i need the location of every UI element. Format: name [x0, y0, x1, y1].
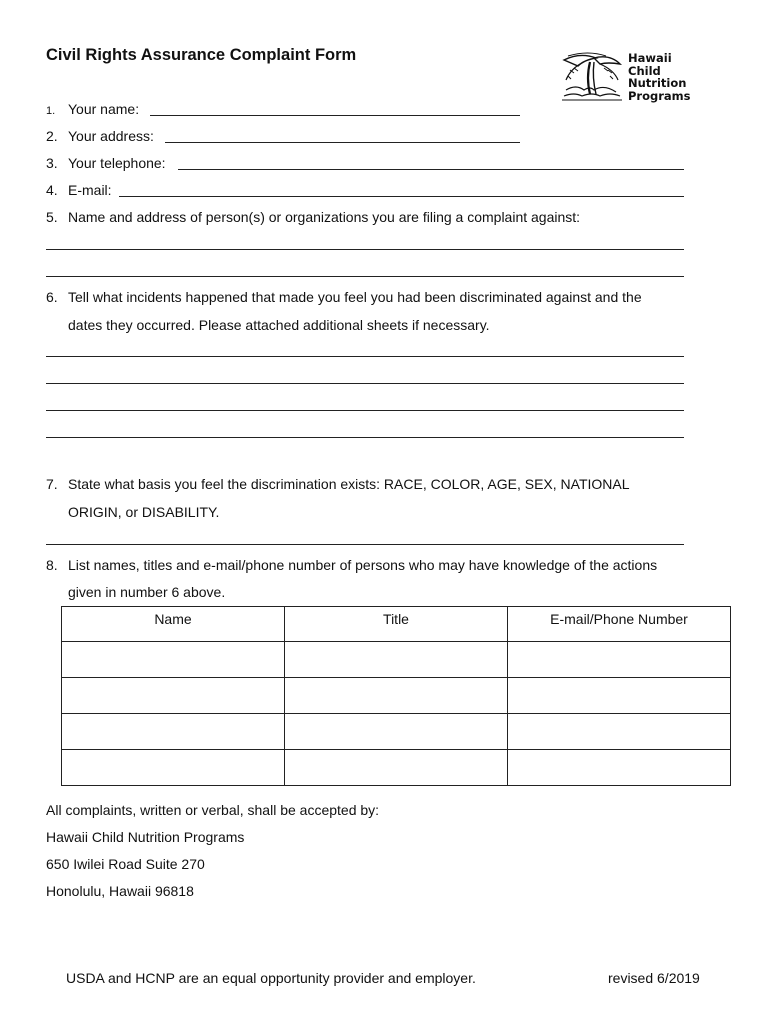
question-label: E-mail: — [68, 182, 112, 198]
question-label: List names, titles and e-mail/phone number of persons who may have knowledge of the actions — [68, 557, 658, 573]
contact-city: Honolulu, Hawaii 96818 — [46, 883, 194, 899]
question-label: Tell what incidents happened that made you feel you had been discriminated against and the — [68, 289, 642, 305]
question-number: 5. — [46, 209, 58, 225]
logo-line: Nutrition — [628, 76, 687, 90]
question-label: Your telephone: — [68, 155, 166, 171]
question-number: 3. — [46, 155, 58, 171]
question-number: 7. — [46, 476, 58, 492]
revision-date: revised 6/2019 — [608, 970, 700, 986]
question-label: given in number 6 above. — [68, 584, 226, 600]
answer-line[interactable] — [46, 383, 684, 384]
table-cell[interactable] — [508, 750, 731, 786]
logo-line: Programs — [628, 88, 691, 103]
table-cell[interactable] — [508, 714, 731, 750]
logo-line: Child — [628, 63, 661, 78]
table-row — [62, 714, 731, 750]
address-field-line[interactable] — [165, 142, 520, 143]
question-label: dates they occurred. Please attached additional sheets if necessary. — [68, 317, 490, 333]
palm-tree-icon — [560, 50, 624, 102]
table-cell[interactable] — [285, 750, 508, 786]
column-header-title: Title — [285, 607, 508, 642]
table-cell[interactable] — [508, 678, 731, 714]
answer-line[interactable] — [46, 437, 684, 438]
table-row — [62, 750, 731, 786]
hcnp-logo — [560, 50, 720, 102]
logo-line: Hawaii — [628, 51, 672, 65]
question-number: 4. — [46, 182, 58, 198]
table-cell[interactable] — [62, 750, 285, 786]
question-number: 2. — [46, 128, 58, 144]
telephone-field-line[interactable] — [178, 169, 684, 170]
table-cell[interactable] — [62, 642, 285, 678]
answer-line[interactable] — [46, 276, 684, 277]
table-cell[interactable] — [508, 642, 731, 678]
question-label: ORIGIN, or DISABILITY. — [68, 504, 220, 520]
answer-line[interactable] — [46, 544, 684, 545]
answer-line[interactable] — [46, 410, 684, 411]
name-field-line[interactable] — [150, 115, 520, 116]
contact-intro: All complaints, written or verbal, shall be accepted by: — [46, 802, 380, 818]
column-header-name: Name — [62, 607, 285, 642]
form-title: Civil Rights Assurance Complaint Form — [46, 46, 357, 64]
table-header-row — [62, 607, 731, 642]
contact-org: Hawaii Child Nutrition Programs — [46, 829, 245, 845]
table-cell[interactable] — [62, 714, 285, 750]
question-label: Name and address of person(s) or organizations you are filing a complaint against: — [68, 209, 581, 225]
witness-table — [61, 606, 731, 786]
column-header-contact: E-mail/Phone Number — [508, 607, 731, 642]
question-number: 6. — [46, 289, 58, 305]
question-label: Your name: — [68, 101, 140, 117]
table-cell[interactable] — [285, 714, 508, 750]
table-cell[interactable] — [285, 678, 508, 714]
equal-opportunity-statement: USDA and HCNP are an equal opportunity provider and employer. — [66, 970, 476, 986]
question-number: 8. — [46, 557, 58, 573]
email-field-line[interactable] — [119, 196, 684, 197]
table-cell[interactable] — [62, 678, 285, 714]
table-row — [62, 678, 731, 714]
answer-line[interactable] — [46, 356, 684, 357]
question-number: 1. — [46, 105, 56, 117]
answer-line[interactable] — [46, 249, 684, 250]
logo-wordmark — [628, 52, 691, 102]
question-label: State what basis you feel the discrimination exists: RACE, COLOR, AGE, SEX, NATIONAL — [68, 476, 630, 492]
contact-street: 650 Iwilei Road Suite 270 — [46, 856, 205, 872]
table-cell[interactable] — [285, 642, 508, 678]
table-row — [62, 642, 731, 678]
question-label: Your address: — [68, 128, 154, 144]
